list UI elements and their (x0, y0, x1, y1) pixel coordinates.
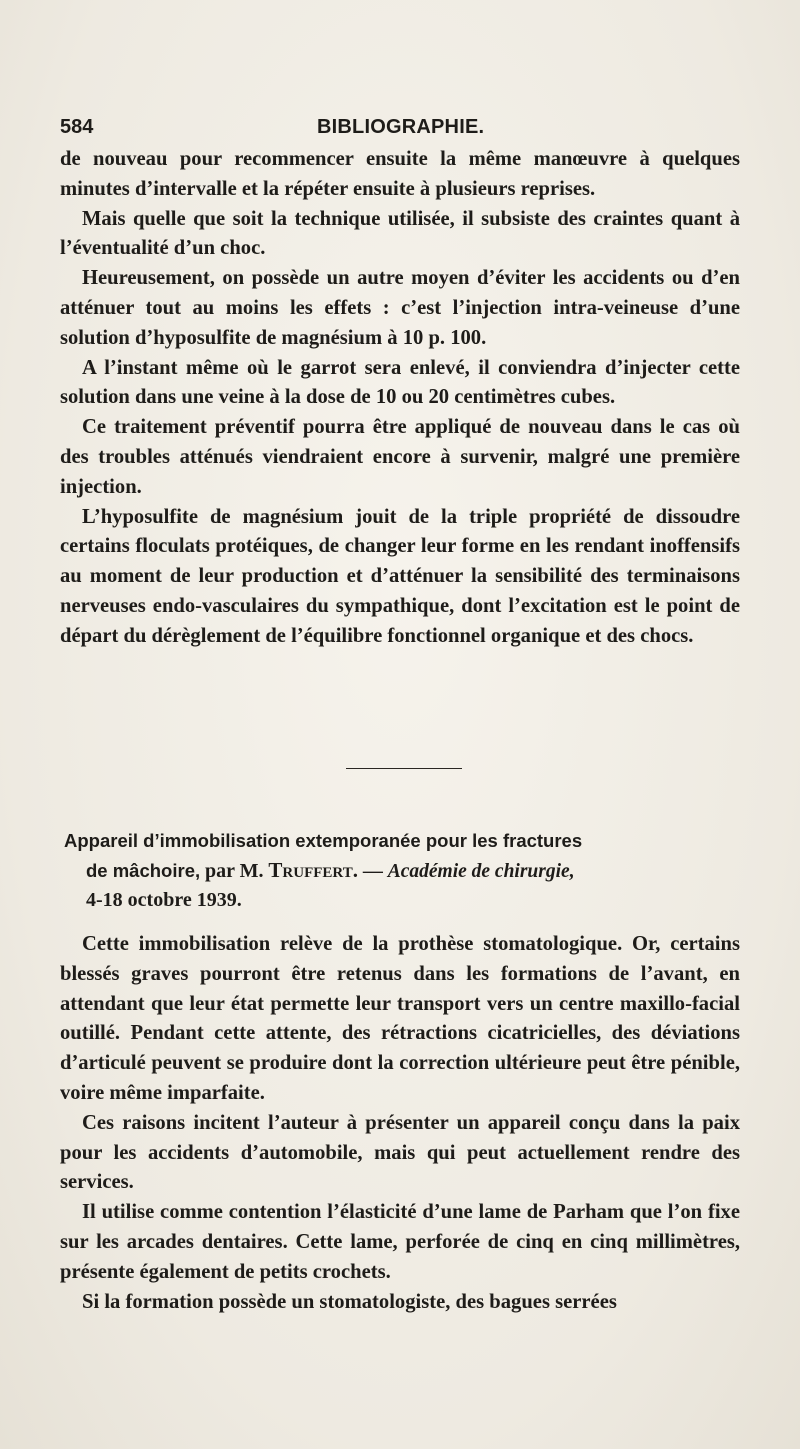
page-header (60, 116, 760, 144)
entry-date: 4-18 octobre 1939. (86, 889, 242, 911)
entry-title: Appareil d’immobilisation extemporanée pour les fractures (64, 830, 583, 851)
paragraph: L’hyposulfite de magnésium jouit de la triple propriété de dissoudre certains floculats protéiques, de changer leur forme en les rendant inoffensifs au moment de leur production et d’atténuer la sensibilité des terminaisons nerveuses endo-vasculaires du sympathique, dont l’excitation est le point de départ du dérèglement de l’équilibre fonctionnel organique et des chocs. (60, 505, 740, 647)
paragraph: Mais quelle que soit la technique utilisée, il subsiste des craintes quant à l’éventualité d’un choc. (60, 207, 740, 260)
paragraph: A l’instant même où le garrot sera enlevé, il conviendra d’injecter cette solution dans une veine à la dose de 10 ou 20 centimètres cubes. (60, 356, 740, 409)
entry-body (60, 930, 740, 1317)
entry-author: Truffert. (268, 858, 358, 882)
section-divider (346, 768, 462, 769)
paragraph: Cette immobilisation relève de la prothèse stomatologique. Or, certains blessés graves pourront être retenus dans les formations de l’avant, en attendant que leur état permette leur transport vers un centre maxillo-facial outillé. Pendant cette attente, des rétractions cicatricielles, des déviations d’articulé peuvent se produire dont la correction ultérieure peut être pénible, voire même imparfaite. (60, 933, 740, 1104)
entry-heading-line-1 (64, 826, 754, 856)
paragraph: Ces raisons incitent l’auteur à présenter un appareil conçu dans la paix pour les accidents d’automobile, mais qui peut actuellement rendre des services. (60, 1111, 740, 1194)
paragraph: Ce traitement préventif pourra être appliqué de nouveau dans le cas où des troubles atténués viendraient encore à survenir, malgré une première injection. (60, 416, 740, 498)
entry-heading-line-2 (64, 856, 754, 886)
running-title: BIBLIOGRAPHIE. (317, 116, 485, 138)
page-number: 584 (60, 116, 94, 138)
entry-by: par M. (205, 860, 264, 882)
paragraph: Il utilise comme contention l’élasticité d’une lame de Parham que l’on fixe sur les arcades dentaires. Cette lame, perforée de cinq en cinq millimètres, présente également de petits crochets. (60, 1201, 740, 1283)
continued-text (60, 145, 740, 652)
entry-heading-line-3 (64, 886, 754, 915)
paragraph: Heureusement, on possède un autre moyen d’éviter les accidents ou d’en atténuer tout au moins les effets : c’est l’injection intra-veineuse d’une solution d’hyposulfite de magnésium à 10 p. 100. (60, 267, 740, 349)
paragraph: de nouveau pour recommencer ensuite la même manœuvre à quelques minutes d’intervalle et la répéter ensuite à plusieurs reprises. (60, 148, 740, 200)
entry-title-continued: de mâchoire, (86, 860, 201, 881)
entry-source: Académie de chirurgie, (387, 861, 575, 882)
paragraph: Si la formation possède un stomatologiste, des bagues serrées (82, 1290, 617, 1313)
entry-dash: — (362, 860, 383, 882)
entry-heading (64, 826, 754, 915)
